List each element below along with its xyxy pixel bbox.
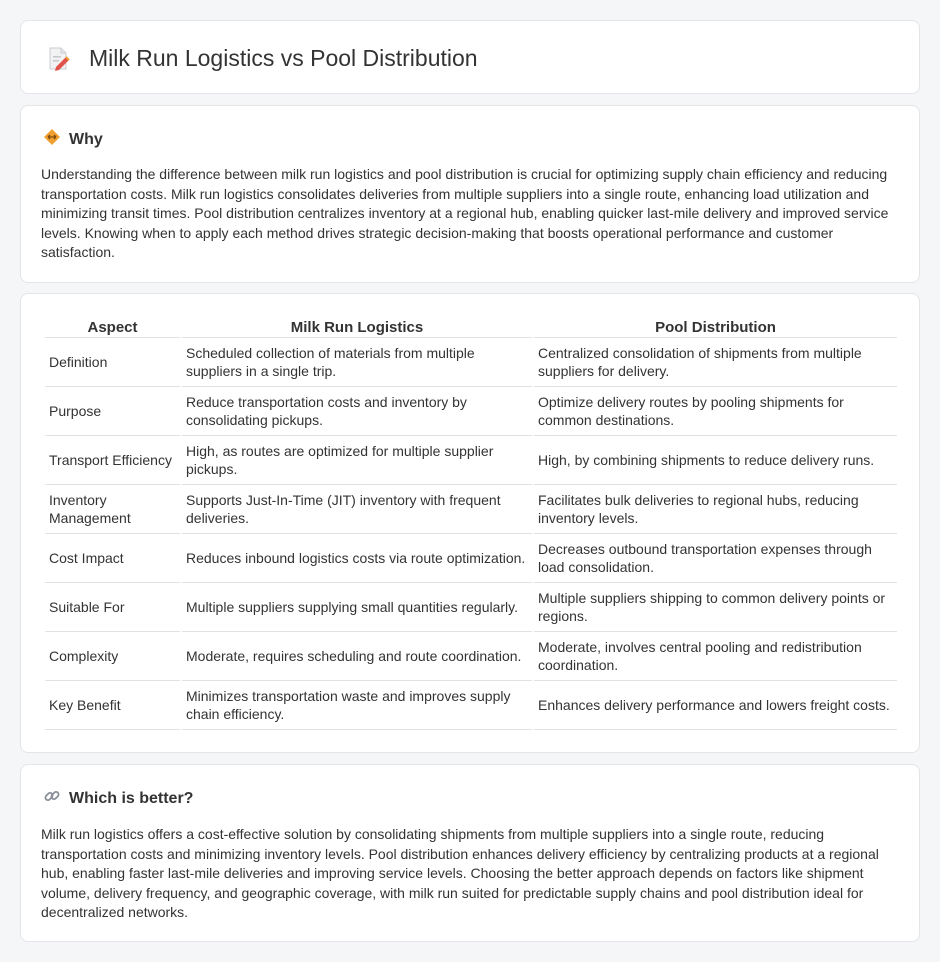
cell-milk-run: Multiple suppliers supplying small quantities regularly. — [182, 583, 532, 632]
cell-milk-run: Minimizes transportation waste and improves supply chain efficiency. — [182, 681, 532, 730]
link-icon — [43, 787, 61, 810]
table-row — [45, 338, 897, 387]
cell-aspect: Cost Impact — [45, 534, 180, 583]
cell-aspect: Definition — [45, 338, 180, 387]
why-text: Understanding the difference between milk run logistics and pool distribution is crucial for optimizing supply chain efficiency and reducing transportation costs. Milk run logistics consolidates deliveries from multiple suppliers into a single route, enhancing load utilization and minimizing transit times. Pool distribution centralizes inventory at a regional hub, enabling quicker last-mile delivery and improved service levels. Knowing when to apply each method drives strategic decision-making that boosts operational performance and customer satisfaction. — [41, 166, 889, 261]
cell-milk-run: Supports Just-In-Time (JIT) inventory with frequent deliveries. — [182, 485, 532, 534]
document-pencil-icon — [47, 46, 69, 72]
why-heading-row — [43, 128, 103, 151]
table-row — [45, 436, 897, 485]
header-pool-distribution: Pool Distribution — [534, 316, 897, 338]
header-milk-run: Milk Run Logistics — [182, 316, 532, 338]
table-row — [45, 387, 897, 436]
cell-milk-run: Scheduled collection of materials from multiple suppliers in a single trip. — [182, 338, 532, 387]
comparison-table — [43, 316, 899, 730]
which-is-better-section — [20, 764, 920, 942]
cell-pool: Moderate, involves central pooling and redistribution coordination. — [534, 632, 897, 681]
cell-aspect: Complexity — [45, 632, 180, 681]
cell-milk-run: Moderate, requires scheduling and route coordination. — [182, 632, 532, 681]
title-card — [20, 20, 920, 94]
cell-aspect: Key Benefit — [45, 681, 180, 730]
table-header-row — [45, 316, 897, 338]
table-row — [45, 681, 897, 730]
table-row — [45, 632, 897, 681]
cell-aspect: Suitable For — [45, 583, 180, 632]
title-row — [47, 45, 478, 72]
cell-aspect: Inventory Management — [45, 485, 180, 534]
cell-milk-run: Reduce transportation costs and inventory by consolidating pickups. — [182, 387, 532, 436]
table-row — [45, 485, 897, 534]
cell-pool: Centralized consolidation of shipments from multiple suppliers for delivery. — [534, 338, 897, 387]
better-heading: Which is better? — [69, 789, 194, 807]
table-row — [45, 534, 897, 583]
cell-pool: Multiple suppliers shipping to common delivery points or regions. — [534, 583, 897, 632]
page-title: Milk Run Logistics vs Pool Distribution — [89, 45, 478, 71]
cell-pool: Enhances delivery performance and lowers freight costs. — [534, 681, 897, 730]
why-section — [20, 105, 920, 283]
comparison-table-card — [20, 293, 920, 753]
cell-pool: Optimize delivery routes by pooling shipments for common destinations. — [534, 387, 897, 436]
cell-milk-run: High, as routes are optimized for multiple supplier pickups. — [182, 436, 532, 485]
cell-aspect: Transport Efficiency — [45, 436, 180, 485]
cell-pool: Facilitates bulk deliveries to regional hubs, reducing inventory levels. — [534, 485, 897, 534]
cell-pool: High, by combining shipments to reduce delivery runs. — [534, 436, 897, 485]
header-aspect: Aspect — [45, 316, 180, 338]
table-row — [45, 583, 897, 632]
better-text: Milk run logistics offers a cost-effective solution by consolidating shipments from multiple suppliers into a single route, reducing transportation costs and minimizing inventory levels. Pool distribution enhances delivery efficiency by centralizing products at a regional hub, enabling faster last-mile deliveries and improving service levels. Choosing the better approach depends on factors like shipment volume, delivery frequency, and geographic coverage, with milk run suited for predictable supply chains and pool distribution ideal for decentralized networks. — [41, 826, 879, 921]
why-heading: Why — [69, 130, 103, 148]
cell-pool: Decreases outbound transportation expenses through load consolidation. — [534, 534, 897, 583]
better-heading-row — [43, 787, 193, 810]
diamond-arrows-icon — [43, 128, 61, 151]
cell-aspect: Purpose — [45, 387, 180, 436]
cell-milk-run: Reduces inbound logistics costs via route optimization. — [182, 534, 532, 583]
